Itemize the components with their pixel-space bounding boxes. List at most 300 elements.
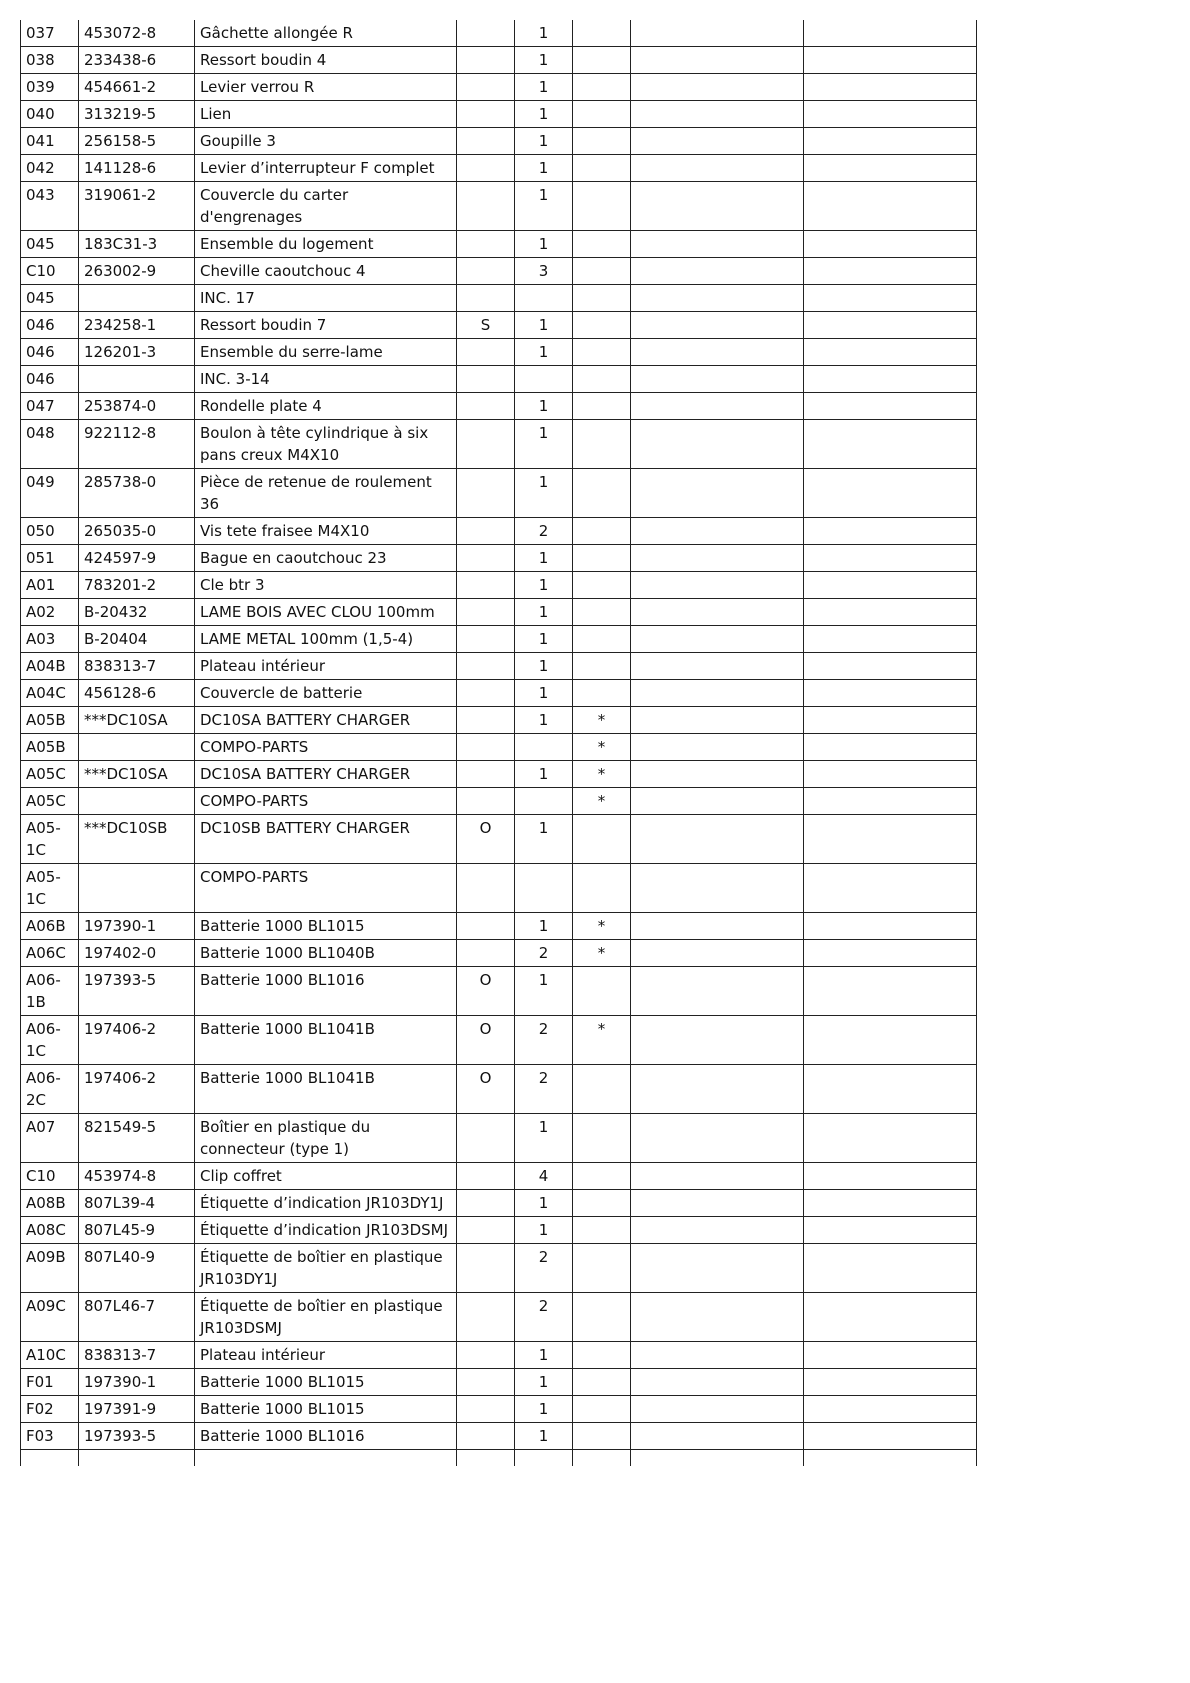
note-mark-cell	[573, 1396, 631, 1423]
empty-cell	[631, 420, 804, 469]
description-cell: Plateau intérieur	[195, 1342, 457, 1369]
item-number-cell: 049	[21, 469, 79, 518]
part-number-cell: 453072-8	[79, 20, 195, 47]
item-number-cell: A06C	[21, 940, 79, 967]
description-cell: DC10SA BATTERY CHARGER	[195, 761, 457, 788]
part-number-cell	[79, 788, 195, 815]
empty-cell	[804, 761, 977, 788]
part-number-cell	[79, 864, 195, 913]
empty-cell	[631, 155, 804, 182]
empty-cell	[804, 545, 977, 572]
item-number-cell: A05-1C	[21, 864, 79, 913]
description-cell: COMPO-PARTS	[195, 788, 457, 815]
empty-cell	[804, 1190, 977, 1217]
empty-cell	[804, 366, 977, 393]
item-number-cell: A08B	[21, 1190, 79, 1217]
table-row	[21, 1293, 977, 1342]
quantity-cell: 1	[515, 155, 573, 182]
interchange-cell	[457, 231, 515, 258]
description-cell: Lien	[195, 101, 457, 128]
empty-cell	[631, 680, 804, 707]
part-number-cell: 454661-2	[79, 74, 195, 101]
quantity-cell	[515, 285, 573, 312]
empty-cell	[804, 626, 977, 653]
table-row	[21, 393, 977, 420]
empty-cell	[804, 420, 977, 469]
empty-cell	[804, 734, 977, 761]
description-cell: Ensemble du logement	[195, 231, 457, 258]
quantity-cell	[515, 734, 573, 761]
interchange-cell	[457, 761, 515, 788]
description-cell: Batterie 1000 BL1015	[195, 1396, 457, 1423]
empty-cell	[804, 788, 977, 815]
item-number-cell: 037	[21, 20, 79, 47]
parts-table-body	[21, 20, 977, 1466]
table-row	[21, 788, 977, 815]
table-row	[21, 1217, 977, 1244]
part-number-cell: 197406-2	[79, 1065, 195, 1114]
quantity-cell: 1	[515, 761, 573, 788]
item-number-cell: C10	[21, 258, 79, 285]
empty-cell	[631, 1065, 804, 1114]
note-mark-cell	[573, 1163, 631, 1190]
table-row	[21, 707, 977, 734]
part-number-cell: 126201-3	[79, 339, 195, 366]
interchange-cell	[457, 20, 515, 47]
interchange-cell	[457, 101, 515, 128]
empty-cell	[804, 285, 977, 312]
part-number-cell: 197402-0	[79, 940, 195, 967]
description-cell: Batterie 1000 BL1016	[195, 1423, 457, 1450]
description-cell: Étiquette de boîtier en plastique JR103DY1J	[195, 1244, 457, 1293]
table-row	[21, 258, 977, 285]
interchange-cell: O	[457, 815, 515, 864]
empty-cell	[631, 101, 804, 128]
description-cell: Batterie 1000 BL1015	[195, 1369, 457, 1396]
item-number-cell: A08C	[21, 1217, 79, 1244]
note-mark-cell: *	[573, 913, 631, 940]
quantity-cell: 1	[515, 231, 573, 258]
table-row	[21, 626, 977, 653]
empty-cell	[631, 1369, 804, 1396]
item-number-cell: F02	[21, 1396, 79, 1423]
table-row	[21, 1163, 977, 1190]
interchange-cell	[457, 1190, 515, 1217]
interchange-cell: O	[457, 967, 515, 1016]
interchange-cell	[457, 734, 515, 761]
empty-cell	[631, 545, 804, 572]
description-cell: Goupille 3	[195, 128, 457, 155]
description-cell: Rondelle plate 4	[195, 393, 457, 420]
empty-cell	[631, 864, 804, 913]
interchange-cell	[457, 1396, 515, 1423]
empty-cell	[804, 913, 977, 940]
table-row	[21, 761, 977, 788]
part-number-cell: 319061-2	[79, 182, 195, 231]
part-number-cell: 838313-7	[79, 1342, 195, 1369]
table-row	[21, 967, 977, 1016]
item-number-cell	[21, 1450, 79, 1466]
description-cell: Plateau intérieur	[195, 653, 457, 680]
quantity-cell: 1	[515, 420, 573, 469]
part-number-cell: ***DC10SA	[79, 707, 195, 734]
note-mark-cell	[573, 285, 631, 312]
empty-cell	[631, 258, 804, 285]
interchange-cell	[457, 940, 515, 967]
part-number-cell: 807L39-4	[79, 1190, 195, 1217]
note-mark-cell	[573, 420, 631, 469]
quantity-cell: 1	[515, 339, 573, 366]
quantity-cell: 2	[515, 1293, 573, 1342]
table-row	[21, 312, 977, 339]
empty-cell	[804, 707, 977, 734]
description-cell: INC. 3-14	[195, 366, 457, 393]
part-number-cell: 197406-2	[79, 1016, 195, 1065]
quantity-cell	[515, 788, 573, 815]
note-mark-cell	[573, 1190, 631, 1217]
quantity-cell: 2	[515, 1016, 573, 1065]
table-row	[21, 101, 977, 128]
note-mark-cell	[573, 967, 631, 1016]
note-mark-cell	[573, 74, 631, 101]
quantity-cell: 1	[515, 815, 573, 864]
empty-cell	[804, 1396, 977, 1423]
empty-cell	[804, 940, 977, 967]
empty-cell	[631, 788, 804, 815]
description-cell: Levier d’interrupteur F complet	[195, 155, 457, 182]
interchange-cell	[457, 707, 515, 734]
quantity-cell: 1	[515, 1342, 573, 1369]
table-row	[21, 1244, 977, 1293]
item-number-cell: A05-1C	[21, 815, 79, 864]
empty-cell	[804, 20, 977, 47]
interchange-cell	[457, 258, 515, 285]
empty-cell	[631, 231, 804, 258]
description-cell: Ressort boudin 4	[195, 47, 457, 74]
part-number-cell	[79, 366, 195, 393]
quantity-cell: 1	[515, 653, 573, 680]
table-row	[21, 1369, 977, 1396]
item-number-cell: A06-1B	[21, 967, 79, 1016]
item-number-cell: A07	[21, 1114, 79, 1163]
empty-cell	[804, 1163, 977, 1190]
quantity-cell: 1	[515, 1423, 573, 1450]
empty-cell	[631, 734, 804, 761]
empty-cell	[631, 128, 804, 155]
table-row	[21, 545, 977, 572]
quantity-cell	[515, 366, 573, 393]
description-cell: Bague en caoutchouc 23	[195, 545, 457, 572]
empty-cell	[804, 1114, 977, 1163]
description-cell: Étiquette d’indication JR103DY1J	[195, 1190, 457, 1217]
part-number-cell: 807L45-9	[79, 1217, 195, 1244]
empty-cell	[631, 469, 804, 518]
table-row	[21, 20, 977, 47]
empty-cell	[631, 1342, 804, 1369]
interchange-cell	[457, 788, 515, 815]
interchange-cell	[457, 1114, 515, 1163]
description-cell: DC10SB BATTERY CHARGER	[195, 815, 457, 864]
empty-cell	[631, 572, 804, 599]
part-number-cell: 197390-1	[79, 913, 195, 940]
empty-cell	[804, 469, 977, 518]
part-number-cell: 424597-9	[79, 545, 195, 572]
interchange-cell	[457, 864, 515, 913]
description-cell: Batterie 1000 BL1015	[195, 913, 457, 940]
table-row	[21, 128, 977, 155]
item-number-cell: 041	[21, 128, 79, 155]
interchange-cell	[457, 1450, 515, 1466]
item-number-cell: 051	[21, 545, 79, 572]
empty-cell	[804, 864, 977, 913]
part-number-cell: B-20432	[79, 599, 195, 626]
empty-cell	[631, 1450, 804, 1466]
part-number-cell: 197391-9	[79, 1396, 195, 1423]
note-mark-cell	[573, 1293, 631, 1342]
empty-cell	[631, 1217, 804, 1244]
empty-cell	[804, 1369, 977, 1396]
description-cell: Cheville caoutchouc 4	[195, 258, 457, 285]
empty-cell	[804, 101, 977, 128]
description-cell: Clip coffret	[195, 1163, 457, 1190]
empty-cell	[804, 155, 977, 182]
description-cell: Batterie 1000 BL1041B	[195, 1065, 457, 1114]
description-cell: Couvercle de batterie	[195, 680, 457, 707]
quantity-cell	[515, 864, 573, 913]
empty-cell	[804, 258, 977, 285]
item-number-cell: 045	[21, 231, 79, 258]
part-number-cell: 233438-6	[79, 47, 195, 74]
empty-cell	[631, 761, 804, 788]
part-number-cell: ***DC10SB	[79, 815, 195, 864]
quantity-cell: 2	[515, 1244, 573, 1293]
table-row	[21, 231, 977, 258]
empty-cell	[631, 366, 804, 393]
empty-cell	[631, 182, 804, 231]
note-mark-cell	[573, 258, 631, 285]
note-mark-cell	[573, 680, 631, 707]
note-mark-cell: *	[573, 940, 631, 967]
part-number-cell: 821549-5	[79, 1114, 195, 1163]
interchange-cell	[457, 572, 515, 599]
quantity-cell: 2	[515, 1065, 573, 1114]
interchange-cell	[457, 420, 515, 469]
empty-cell	[804, 231, 977, 258]
part-number-cell: 313219-5	[79, 101, 195, 128]
part-number-cell: 453974-8	[79, 1163, 195, 1190]
item-number-cell: A04C	[21, 680, 79, 707]
note-mark-cell	[573, 20, 631, 47]
note-mark-cell	[573, 231, 631, 258]
empty-cell	[804, 1065, 977, 1114]
item-number-cell: 045	[21, 285, 79, 312]
quantity-cell: 1	[515, 101, 573, 128]
table-row	[21, 1016, 977, 1065]
parts-table	[20, 20, 977, 1466]
part-number-cell: 838313-7	[79, 653, 195, 680]
table-row	[21, 182, 977, 231]
table-row	[21, 1450, 977, 1466]
note-mark-cell	[573, 1244, 631, 1293]
note-mark-cell	[573, 518, 631, 545]
description-cell: Batterie 1000 BL1040B	[195, 940, 457, 967]
empty-cell	[631, 47, 804, 74]
empty-cell	[631, 626, 804, 653]
part-number-cell: 922112-8	[79, 420, 195, 469]
table-row	[21, 680, 977, 707]
quantity-cell: 1	[515, 1369, 573, 1396]
part-number-cell: 197390-1	[79, 1369, 195, 1396]
quantity-cell: 1	[515, 1114, 573, 1163]
item-number-cell: 040	[21, 101, 79, 128]
note-mark-cell	[573, 393, 631, 420]
interchange-cell	[457, 339, 515, 366]
item-number-cell: 038	[21, 47, 79, 74]
interchange-cell	[457, 545, 515, 572]
empty-cell	[804, 518, 977, 545]
part-number-cell: 783201-2	[79, 572, 195, 599]
description-cell: Couvercle du carter d'engrenages	[195, 182, 457, 231]
item-number-cell: 048	[21, 420, 79, 469]
interchange-cell	[457, 1342, 515, 1369]
part-number-cell: 807L40-9	[79, 1244, 195, 1293]
description-cell: Batterie 1000 BL1041B	[195, 1016, 457, 1065]
part-number-cell: 253874-0	[79, 393, 195, 420]
quantity-cell: 1	[515, 572, 573, 599]
item-number-cell: 043	[21, 182, 79, 231]
item-number-cell: C10	[21, 1163, 79, 1190]
item-number-cell: A03	[21, 626, 79, 653]
item-number-cell: A06-2C	[21, 1065, 79, 1114]
interchange-cell: S	[457, 312, 515, 339]
quantity-cell: 1	[515, 599, 573, 626]
empty-cell	[804, 312, 977, 339]
empty-cell	[804, 182, 977, 231]
note-mark-cell: *	[573, 734, 631, 761]
empty-cell	[631, 518, 804, 545]
description-cell: Cle btr 3	[195, 572, 457, 599]
interchange-cell	[457, 913, 515, 940]
empty-cell	[804, 74, 977, 101]
note-mark-cell	[573, 339, 631, 366]
quantity-cell: 1	[515, 182, 573, 231]
empty-cell	[631, 1190, 804, 1217]
note-mark-cell	[573, 366, 631, 393]
note-mark-cell	[573, 128, 631, 155]
note-mark-cell	[573, 1369, 631, 1396]
empty-cell	[631, 967, 804, 1016]
table-row	[21, 47, 977, 74]
part-number-cell: 256158-5	[79, 128, 195, 155]
table-row	[21, 734, 977, 761]
table-row	[21, 155, 977, 182]
interchange-cell	[457, 1163, 515, 1190]
empty-cell	[804, 47, 977, 74]
interchange-cell	[457, 366, 515, 393]
part-number-cell: 456128-6	[79, 680, 195, 707]
quantity-cell: 1	[515, 74, 573, 101]
empty-cell	[631, 74, 804, 101]
table-row	[21, 1190, 977, 1217]
note-mark-cell	[573, 1423, 631, 1450]
interchange-cell	[457, 1423, 515, 1450]
table-row	[21, 1342, 977, 1369]
empty-cell	[804, 1244, 977, 1293]
note-mark-cell	[573, 864, 631, 913]
item-number-cell: A01	[21, 572, 79, 599]
empty-cell	[804, 1217, 977, 1244]
quantity-cell: 1	[515, 312, 573, 339]
note-mark-cell	[573, 1342, 631, 1369]
item-number-cell: A06-1C	[21, 1016, 79, 1065]
note-mark-cell	[573, 1065, 631, 1114]
quantity-cell: 1	[515, 1190, 573, 1217]
note-mark-cell	[573, 599, 631, 626]
empty-cell	[804, 393, 977, 420]
table-row	[21, 1396, 977, 1423]
table-row	[21, 1423, 977, 1450]
empty-cell	[631, 1293, 804, 1342]
empty-cell	[631, 20, 804, 47]
interchange-cell	[457, 1293, 515, 1342]
item-number-cell: A10C	[21, 1342, 79, 1369]
quantity-cell: 1	[515, 20, 573, 47]
item-number-cell: A05B	[21, 707, 79, 734]
description-cell: Ressort boudin 7	[195, 312, 457, 339]
quantity-cell	[515, 1450, 573, 1466]
part-number-cell: B-20404	[79, 626, 195, 653]
item-number-cell: A04B	[21, 653, 79, 680]
part-number-cell: 183C31-3	[79, 231, 195, 258]
note-mark-cell: *	[573, 788, 631, 815]
description-cell: Étiquette de boîtier en plastique JR103DSMJ	[195, 1293, 457, 1342]
empty-cell	[631, 1396, 804, 1423]
interchange-cell	[457, 680, 515, 707]
empty-cell	[631, 1163, 804, 1190]
interchange-cell	[457, 653, 515, 680]
note-mark-cell	[573, 572, 631, 599]
item-number-cell: F01	[21, 1369, 79, 1396]
description-cell: DC10SA BATTERY CHARGER	[195, 707, 457, 734]
quantity-cell: 1	[515, 469, 573, 518]
table-row	[21, 940, 977, 967]
table-row	[21, 74, 977, 101]
item-number-cell: A05B	[21, 734, 79, 761]
note-mark-cell	[573, 155, 631, 182]
empty-cell	[804, 1423, 977, 1450]
note-mark-cell	[573, 101, 631, 128]
empty-cell	[631, 940, 804, 967]
empty-cell	[631, 393, 804, 420]
description-cell: LAME METAL 100mm (1,5-4)	[195, 626, 457, 653]
table-row	[21, 1065, 977, 1114]
empty-cell	[804, 653, 977, 680]
description-cell: Levier verrou R	[195, 74, 457, 101]
table-row	[21, 420, 977, 469]
description-cell: Pièce de retenue de roulement 36	[195, 469, 457, 518]
table-row	[21, 366, 977, 393]
table-row	[21, 653, 977, 680]
note-mark-cell: *	[573, 1016, 631, 1065]
empty-cell	[804, 128, 977, 155]
description-cell: Ensemble du serre-lame	[195, 339, 457, 366]
item-number-cell: 042	[21, 155, 79, 182]
empty-cell	[631, 1423, 804, 1450]
quantity-cell: 1	[515, 393, 573, 420]
note-mark-cell	[573, 1217, 631, 1244]
note-mark-cell	[573, 47, 631, 74]
interchange-cell	[457, 518, 515, 545]
